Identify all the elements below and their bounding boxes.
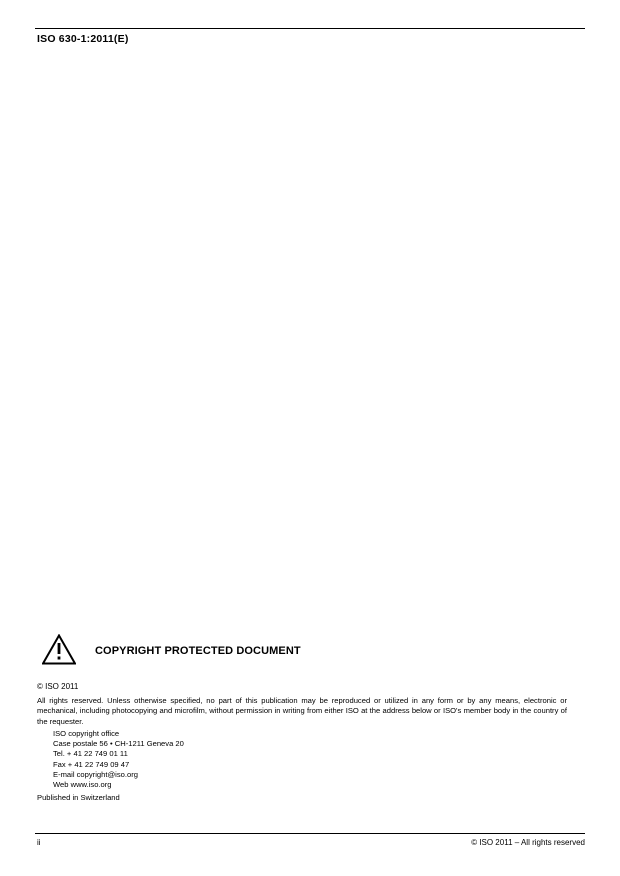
address-line: ISO copyright office: [53, 729, 120, 738]
address-line-email: E-mail copyright@iso.org: [53, 769, 138, 779]
copyright-year: © ISO 2011: [37, 682, 79, 691]
document-reference: ISO 630-1:2011(E): [37, 33, 129, 45]
iso-copyright-office-address: [53, 729, 184, 790]
copyright-heading-row: [37, 634, 567, 676]
address-line: Tel. + 41 22 749 01 11: [53, 749, 128, 759]
header-divider: [35, 28, 585, 29]
address-line-web: Web www.iso.org: [53, 780, 112, 790]
copyright-notice-block: [37, 634, 567, 802]
footer-rights-note: © ISO 2011 – All rights reserved: [471, 838, 585, 847]
copyright-rights-text: All rights reserved. Unless otherwise specified, no part of this publication may be reproduced or utilized in any form or by any means, electronic or mechanical, including photocopying and microfilm, without permission in writing from either ISO at the address below or ISO's member body in the country of the requester.: [37, 696, 567, 726]
published-in: Published in Switzerland: [37, 793, 120, 802]
copyright-heading: COPYRIGHT PROTECTED DOCUMENT: [95, 645, 301, 657]
page-number: ii: [37, 838, 41, 847]
footer-divider: [35, 833, 585, 834]
warning-triangle-icon: [42, 634, 76, 665]
address-line: Fax + 41 22 749 09 47: [53, 759, 130, 769]
address-line: Case postale 56 • CH-1211 Geneva 20: [53, 739, 184, 749]
